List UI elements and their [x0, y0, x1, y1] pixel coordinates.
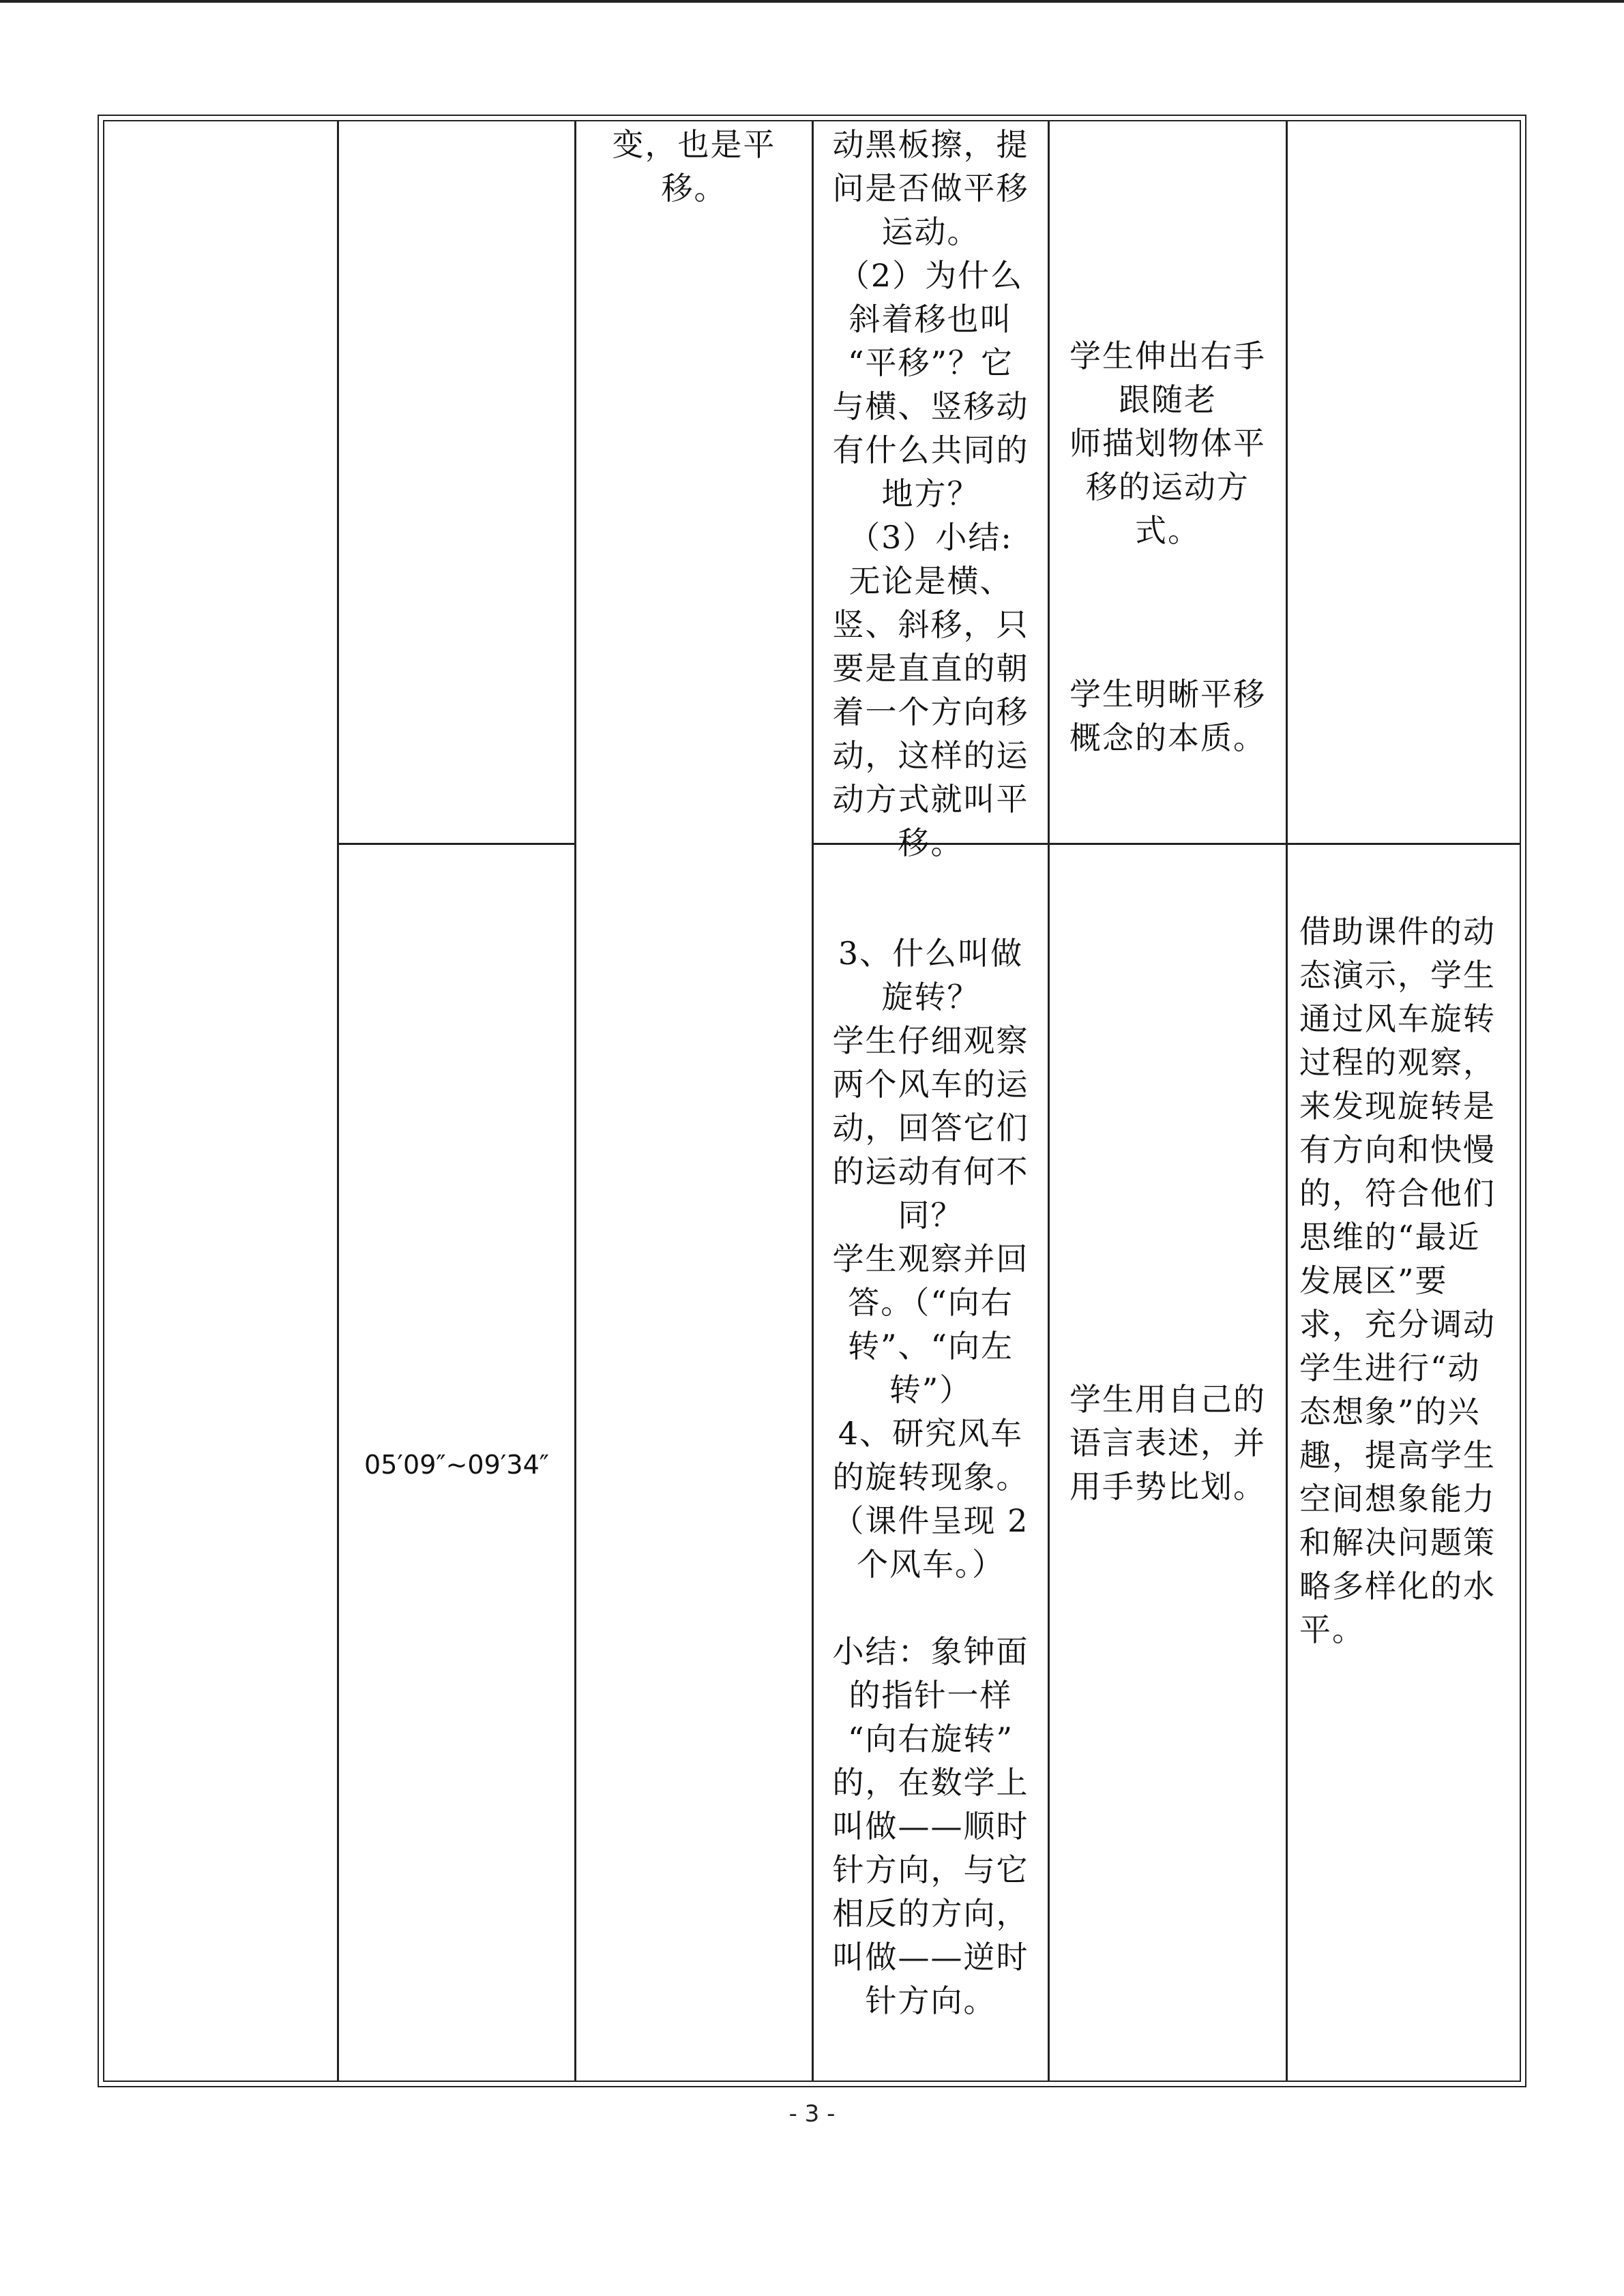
row1-student-understanding-cell: 学生明晰平移 概念的本质。 [1069, 676, 1266, 756]
top-border-line [0, 0, 1624, 3]
row-divider-col2 [337, 843, 574, 845]
column-divider-1 [337, 120, 339, 2082]
column-divider-5 [1286, 120, 1288, 2082]
row1-student-activity-cell: 学生伸出右手 跟随老 师描划物体平 移的运动方 式。 [1069, 338, 1266, 549]
column-divider-2 [574, 120, 576, 2082]
row2-time-range: 05′09″~09′34″ [364, 1450, 549, 1480]
page-number: - 3 - [788, 2100, 836, 2128]
row2-student-activity-cell: 学生用自己的 语言表述，并 用手势比划。 [1069, 1381, 1266, 1505]
row2-design-intent-cell: 借助课件的动 态演示，学生 通过风车旋转 过程的观察， 来发现旋转是 有方向和快慢 的，符合他们 思维的“最近 发展区”要 求，充分调动 学生进行“动 态想象”的兴 趣，提高学生 空间想象能力 和解决问题策 略多样化的水 平。 [1299, 913, 1496, 1648]
row2-teacher-activity-cell: 3、什么叫做 旋转？ 学生仔细观察 两个风车的运 动，回答它们 的运动有何不 同？ 学生观察并回 答。（“向右 转”、“向左 转”） 4、研究风车 的旋转现象。 （课件呈现 2 个风车。） 小结：象钟面 的指针一样 “向右旋转” 的，在数学上 叫做——顺时 针方向，与它 相反的方向， 叫做——逆时 针方向。 [832, 935, 1029, 2019]
row1-teacher-activity-cell: 动黑板擦，提 问是否做平移 运动。 （2）为什么 斜着移也叫 “平移”？它 与横、竖移动 有什么共同的 地方？ （3）小结: 无论是横、 竖、斜移，只 要是直直的朝 着一个方向移 动，这样的运 动方式就叫平 移。 [832, 126, 1029, 861]
row1-method-cell: 变，也是平 移。 [612, 126, 776, 207]
